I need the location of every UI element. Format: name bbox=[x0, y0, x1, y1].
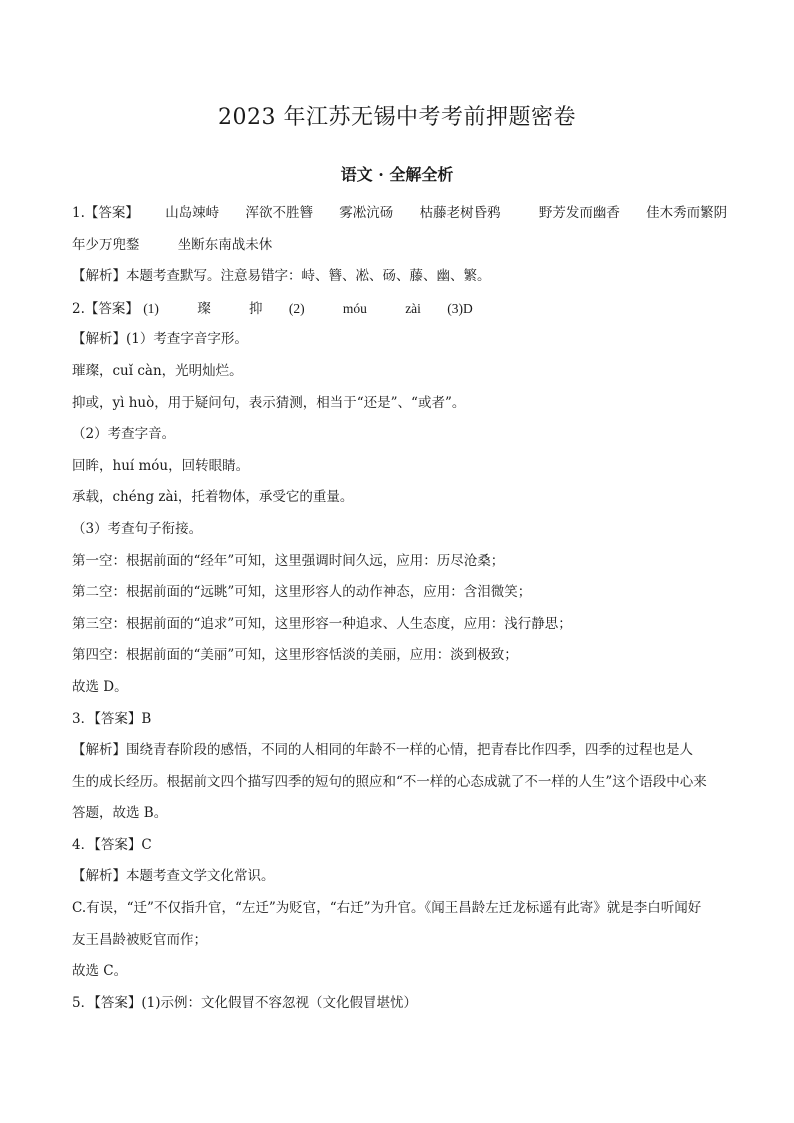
q4-analysis-line: 友王昌龄被贬官而作； bbox=[72, 931, 207, 948]
q2-analysis-line: 【解析】(1）考查字音字形。 bbox=[72, 331, 248, 348]
q1-item: 佳木秀而繁阴 bbox=[646, 205, 728, 221]
q1-analysis: 【解析】本题考查默写。注意易错字：峙、簪、凇、砀、藤、幽、繁。 bbox=[72, 268, 491, 285]
q2-analysis-line: （3）考查句子衔接。 bbox=[72, 520, 203, 537]
q1-item: 雾凇沆砀 bbox=[339, 205, 394, 221]
q2-analysis-line: 第四空：根据前面的“美丽”可知，这里形容恬淡的美丽，应用：淡到极致； bbox=[72, 647, 518, 664]
q4-answer: 4．【答案】C bbox=[72, 836, 152, 853]
q2-analysis-line: （2）考查字音。 bbox=[72, 426, 176, 443]
q2-analysis-line: 故选 D。 bbox=[72, 678, 128, 695]
q2-part: 璨 bbox=[197, 300, 211, 317]
q2-part: (1) bbox=[143, 300, 159, 316]
q1-item: 坐断东南战未休 bbox=[177, 236, 273, 253]
q3-answer: 3．【答案】B bbox=[72, 710, 152, 727]
document-body bbox=[72, 198, 728, 1019]
q4-analysis-line: C.有误，“迁”不仅指升官，“左迁”为贬官，“右迁”为升官。《闻王昌龄左迁龙标遥有此寄》就是李白听闻好 bbox=[72, 900, 702, 917]
q1-answer-label: 1.【答案】 bbox=[72, 205, 139, 221]
q3-analysis-line: 生的成长经历。根据前文四个描写四季的短句的照应和“不一样的心态成就了不一样的人生”这个语段中心来 bbox=[72, 773, 707, 790]
q2-analysis-line: 回眸，huí móu，回转眼睛。 bbox=[72, 457, 250, 474]
q1-item: 枯藤老树昏鸦 bbox=[419, 205, 501, 221]
q2-analysis-line: 抑或，yì huò，用于疑问句，表示猜测，相当于“还是”、“或者”。 bbox=[72, 394, 466, 411]
q2-part: móu bbox=[342, 300, 367, 316]
q2-part: (2) bbox=[288, 300, 305, 316]
q2-analysis-line: 承载，chéng zài，托着物体，承受它的重量。 bbox=[72, 489, 354, 506]
q2-answer-line bbox=[72, 293, 724, 325]
document-title: 2023 年江苏无锡中考考前押题密卷 bbox=[218, 105, 576, 130]
q1-item: 野芳发而幽香 bbox=[538, 205, 620, 221]
q2-part: (3)D bbox=[447, 300, 473, 316]
q2-answer-label: 2.【答案】 bbox=[72, 300, 139, 317]
q2-part: zài bbox=[405, 300, 421, 316]
q2-analysis-line: 第三空：根据前面的“追求”可知，这里形容一种追求、人生态度，应用：浅行静思； bbox=[72, 615, 572, 632]
q1-item: 山岛竦峙 bbox=[165, 205, 220, 221]
q4-analysis-line: 故选 C。 bbox=[72, 963, 128, 980]
q1-answer-line bbox=[72, 198, 728, 230]
q5-answer: 5．【答案】(1)示例：文化假冒不容忽视（文化假冒堪忧） bbox=[72, 994, 417, 1011]
q2-part: 抑 bbox=[249, 300, 263, 317]
q2-analysis-line: 第二空：根据前面的“远眺”可知，这里形容人的动作神态，应用：含泪微笑； bbox=[72, 584, 532, 601]
q2-analysis-line: 第一空：根据前面的“经年”可知，这里强调时间久远，应用：历尽沧桑； bbox=[72, 552, 505, 569]
q1-item: 浑欲不胜簪 bbox=[245, 205, 313, 221]
q2-analysis-line: 璀璨，cuǐ càn，光明灿烂。 bbox=[72, 362, 243, 379]
q4-analysis-line: 【解析】本题考查文学文化常识。 bbox=[72, 868, 275, 885]
q3-analysis-line: 答题，故选 B。 bbox=[72, 805, 168, 822]
q1-item: 年少万兜鍪 bbox=[72, 236, 140, 253]
q3-analysis-line: 【解析】围绕青春阶段的感悟，不同的人相同的年龄不一样的心情，把青春比作四季，四季的过程也是人 bbox=[72, 742, 693, 759]
q1-answer-line-2 bbox=[72, 230, 724, 262]
document-subtitle: 语文 · 全解全析 bbox=[340, 165, 454, 184]
